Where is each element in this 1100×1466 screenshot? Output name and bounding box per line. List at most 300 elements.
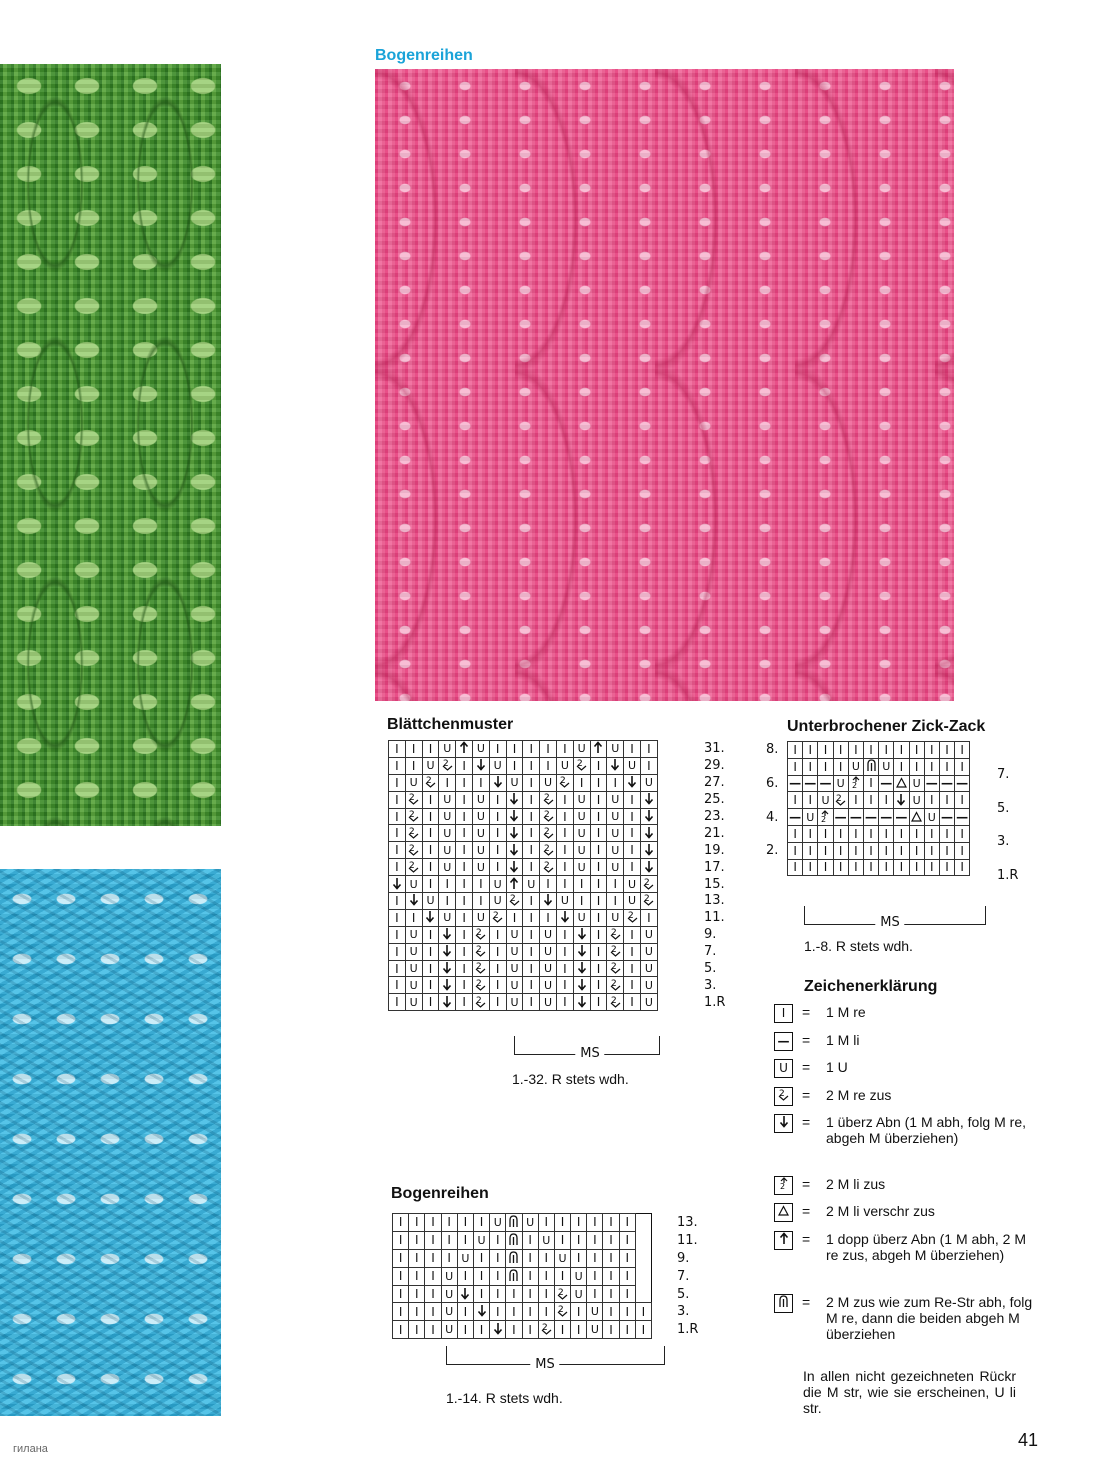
yarn-over-symbol: U: [833, 775, 848, 792]
knit-symbol: I: [409, 1267, 425, 1285]
knit-symbol: I: [894, 859, 909, 876]
central-dec-symbol: [506, 1231, 522, 1249]
yarn-over-symbol: U: [607, 808, 624, 825]
yarn-over-symbol: U: [573, 909, 590, 926]
central-dec-symbol: [506, 1214, 522, 1232]
row-number: 15.: [704, 876, 725, 892]
ssk-icon: [774, 1114, 793, 1133]
svg-text:2: 2: [610, 978, 617, 989]
chart-blaettchenmuster: [388, 740, 658, 1011]
knit-symbol: I: [457, 1214, 473, 1232]
yarn-over-symbol: U: [924, 809, 939, 826]
knit-symbol: I: [425, 1231, 441, 1249]
chart-title-bogenreihen: Bogenreihen: [391, 1185, 489, 1202]
k2tog-symbol: [472, 943, 489, 960]
row-number: 9.: [677, 1250, 690, 1266]
ssk-symbol: [439, 926, 456, 943]
row-number: 1.R: [677, 1322, 699, 1338]
chart-row: [389, 757, 658, 774]
knit-symbol: I: [556, 994, 573, 1011]
ssk-symbol: [506, 825, 523, 842]
knit-symbol: I: [573, 774, 590, 791]
knit-symbol: I: [556, 926, 573, 943]
chart-row: [389, 960, 658, 977]
knit-symbol: I: [556, 741, 573, 758]
knit-symbol: I: [587, 1231, 603, 1249]
knit-symbol: I: [405, 741, 422, 758]
knit-symbol: I: [405, 909, 422, 926]
knit-symbol: I: [587, 1214, 603, 1232]
chart-row: [389, 842, 658, 859]
knit-symbol: I: [489, 960, 506, 977]
knit-symbol: I: [803, 758, 818, 775]
knit-symbol: I: [456, 876, 473, 893]
svg-text:2: 2: [409, 810, 415, 820]
knit-symbol: I: [457, 1231, 473, 1249]
yarn-over-symbol: U: [405, 943, 422, 960]
knit-symbol: I: [425, 1214, 441, 1232]
yarn-over-symbol: U: [538, 1231, 554, 1249]
knit-symbol: I: [955, 742, 970, 759]
knit-symbol: I: [619, 1214, 635, 1232]
yarn-over-symbol: U: [848, 758, 863, 775]
knit-symbol: I: [409, 1321, 425, 1339]
legend-equals: =: [802, 1059, 811, 1075]
yarn-over-symbol: U: [573, 741, 590, 758]
knit-symbol: I: [523, 893, 540, 910]
knit-symbol: I: [554, 1321, 570, 1339]
row-number: 25.: [704, 792, 725, 808]
row-number: 3.: [677, 1304, 690, 1320]
knit-symbol: I: [624, 741, 641, 758]
ssk-symbol: [506, 808, 523, 825]
svg-text:2: 2: [851, 780, 857, 789]
chart-row: [788, 825, 970, 842]
k2tog-symbol: [554, 1285, 570, 1303]
knit-symbol: I: [389, 994, 406, 1011]
knit-symbol: I: [624, 943, 641, 960]
knit-symbol: I: [538, 1267, 554, 1285]
knit-symbol: I: [603, 1321, 619, 1339]
knit-symbol: I: [506, 757, 523, 774]
row-number: 13.: [677, 1214, 698, 1230]
knit-symbol: I: [556, 943, 573, 960]
yarn-over-symbol: U: [422, 757, 439, 774]
svg-text:2: 2: [543, 810, 550, 820]
knit-symbol: I: [523, 943, 540, 960]
knit-symbol: I: [619, 1321, 635, 1339]
ssk-symbol: [472, 757, 489, 774]
purl-icon: —: [774, 1032, 793, 1051]
knit-symbol: I: [523, 741, 540, 758]
yarn-over-symbol: U: [573, 825, 590, 842]
ssk-symbol: [439, 977, 456, 994]
knit-symbol: I: [803, 842, 818, 859]
yarn-over-symbol: U: [607, 842, 624, 859]
yarn-over-symbol: U: [506, 977, 523, 994]
knit-symbol: I: [506, 909, 523, 926]
knit-symbol: I: [955, 825, 970, 842]
knit-symbol: I: [489, 842, 506, 859]
knit-symbol: I: [590, 977, 607, 994]
chart-row: [393, 1231, 652, 1249]
knit-symbol: I: [909, 842, 924, 859]
knit-symbol: I: [422, 842, 439, 859]
knit-symbol: I: [879, 792, 894, 809]
legend-note: In allen nicht gezeichneten Rückr die M str, wie sie erscheinen, U li str.: [803, 1368, 1016, 1416]
yarn-over-symbol: U: [489, 893, 506, 910]
blue-lace-swatch: [0, 869, 221, 1416]
ssk-symbol: [640, 842, 657, 859]
yarn-over-symbol: U: [587, 1303, 603, 1321]
knit-symbol: I: [590, 960, 607, 977]
row-number: 6.: [766, 775, 779, 791]
ssk-symbol: [573, 977, 590, 994]
ssk-symbol: [624, 774, 641, 791]
knit-symbol: I: [490, 1231, 506, 1249]
knit-symbol: I: [818, 742, 833, 759]
knit-symbol: I: [624, 859, 641, 876]
yarn-over-symbol: U: [818, 792, 833, 809]
knit-symbol: I: [439, 774, 456, 791]
svg-text:2: 2: [557, 1305, 564, 1316]
knit-symbol: I: [939, 792, 954, 809]
knit-symbol: I: [619, 1249, 635, 1267]
chart-row: [393, 1267, 652, 1285]
yarn-over-symbol: U: [607, 909, 624, 926]
knit-symbol: I: [554, 1231, 570, 1249]
row-number: 13.: [704, 893, 725, 909]
knit-symbol: I: [422, 808, 439, 825]
knit-symbol: I: [624, 808, 641, 825]
knit-symbol: I: [422, 859, 439, 876]
knit-symbol: I: [457, 1303, 473, 1321]
knit-symbol: I: [554, 1267, 570, 1285]
ssk-symbol: [506, 842, 523, 859]
knit-symbol: I: [587, 1267, 603, 1285]
knit-symbol: I: [389, 926, 406, 943]
svg-text:2: 2: [509, 894, 516, 905]
yarn-over-symbol: U: [472, 741, 489, 758]
knit-symbol: I: [624, 791, 641, 808]
knit-symbol: I: [848, 825, 863, 842]
knit-symbol: I: [590, 842, 607, 859]
ssk-symbol: [640, 825, 657, 842]
legend-text: 2 M li zus: [826, 1176, 886, 1192]
yarn-over-symbol: U: [506, 994, 523, 1011]
knit-symbol: I: [472, 774, 489, 791]
yarn-over-symbol: U: [624, 876, 641, 893]
knit-symbol: I: [473, 1267, 489, 1285]
k2tog-icon: [774, 1087, 793, 1106]
knit-symbol: I: [425, 1267, 441, 1285]
yarn-over-symbol: U: [607, 859, 624, 876]
ssk-symbol: [540, 893, 557, 910]
knit-symbol: I: [540, 757, 557, 774]
knit-symbol: I: [624, 926, 641, 943]
knit-symbol: I: [924, 792, 939, 809]
k2tog-symbol: [405, 825, 422, 842]
central-dec-icon: [774, 1294, 793, 1313]
knit-symbol: I: [489, 808, 506, 825]
p2tog-tbl-symbol: [894, 775, 909, 792]
knit-symbol: I: [590, 926, 607, 943]
yarn-over-symbol: U: [441, 1285, 457, 1303]
row-number: 17.: [704, 859, 725, 875]
svg-text:2: 2: [779, 1089, 785, 1099]
yarn-over-symbol: U: [472, 808, 489, 825]
knit-symbol: I: [389, 960, 406, 977]
yarn-over-symbol: U: [640, 943, 657, 960]
knit-symbol: I: [939, 758, 954, 775]
p2tog-symbol: [848, 775, 863, 792]
k2tog-symbol: [540, 859, 557, 876]
chart-row: [389, 825, 658, 842]
knit-symbol: I: [523, 808, 540, 825]
yarn-over-symbol: U: [405, 876, 422, 893]
yarn-over-symbol: U: [909, 775, 924, 792]
knit-symbol: I: [894, 742, 909, 759]
legend-equals: =: [802, 1114, 811, 1130]
k2tog-symbol: [422, 774, 439, 791]
legend-text: 1 M re: [826, 1004, 866, 1020]
knit-symbol: I: [590, 893, 607, 910]
knit-symbol: I: [456, 926, 473, 943]
yarn-over-symbol: U: [506, 960, 523, 977]
knit-symbol: I: [489, 791, 506, 808]
chart-row: [389, 893, 658, 910]
ssk-symbol: [556, 909, 573, 926]
chart-title-zickzack: Unterbrochener Zick-Zack: [787, 718, 986, 735]
knit-symbol: I: [489, 741, 506, 758]
knit-symbol: I: [924, 842, 939, 859]
ssk-symbol: [640, 808, 657, 825]
k2tog-symbol: [472, 960, 489, 977]
knit-symbol: I: [909, 859, 924, 876]
legend-equals: =: [802, 1294, 811, 1310]
row-number: 8.: [766, 742, 779, 758]
knit-symbol: I: [456, 909, 473, 926]
knit-symbol: I: [818, 842, 833, 859]
knit-symbol: I: [803, 859, 818, 876]
knit-symbol: I: [439, 893, 456, 910]
svg-text:2: 2: [610, 928, 617, 939]
knit-symbol: I: [393, 1267, 409, 1285]
knit-symbol: I: [788, 842, 803, 859]
ssk-symbol: [640, 859, 657, 876]
knit-symbol: I: [522, 1231, 538, 1249]
knit-symbol: I: [818, 758, 833, 775]
knit-symbol: I: [473, 1285, 489, 1303]
svg-text:2: 2: [476, 995, 483, 1006]
purl-symbol: —: [940, 810, 953, 825]
pink-lace-swatch: [375, 69, 954, 701]
knit-symbol: I: [523, 977, 540, 994]
yarn-over-symbol: U: [405, 960, 422, 977]
yarn-over-symbol: U: [489, 757, 506, 774]
knit-symbol: I: [879, 859, 894, 876]
knit-symbol: I: [522, 1249, 538, 1267]
knit-symbol: I: [425, 1303, 441, 1321]
knit-symbol: I: [590, 859, 607, 876]
yarn-over-symbol: U: [573, 808, 590, 825]
knit-symbol: I: [425, 1321, 441, 1339]
svg-text:2: 2: [836, 793, 842, 804]
yarn-over-symbol: U: [624, 757, 641, 774]
ssk-symbol: [573, 926, 590, 943]
chart-zickzack: [787, 741, 970, 876]
knit-symbol: I: [556, 960, 573, 977]
knit-symbol: I: [848, 859, 863, 876]
knit-symbol: I: [607, 774, 624, 791]
yarn-over-symbol: U: [473, 1231, 489, 1249]
knit-symbol: I: [640, 757, 657, 774]
knit-symbol: I: [587, 1249, 603, 1267]
chart-row: [788, 809, 970, 826]
row-number: 11.: [677, 1232, 698, 1248]
double-dec-symbol: [456, 741, 473, 758]
ssk-symbol: [506, 859, 523, 876]
row-number: 7.: [997, 767, 1010, 783]
knit-symbol: I: [441, 1231, 457, 1249]
k2tog-symbol: [540, 825, 557, 842]
knit-symbol: I: [955, 792, 970, 809]
knit-symbol: I: [603, 1285, 619, 1303]
yarn-over-symbol: U: [439, 825, 456, 842]
knit-symbol: I: [456, 842, 473, 859]
row-number: 5.: [997, 800, 1010, 816]
page-heading: Bogenreihen: [375, 47, 473, 64]
knit-symbol: I: [640, 741, 657, 758]
knit-symbol: I: [538, 1249, 554, 1267]
knit-symbol: I: [590, 808, 607, 825]
p2tog-tbl-icon: [774, 1203, 793, 1222]
knit-symbol: I: [556, 791, 573, 808]
knit-symbol: I: [409, 1231, 425, 1249]
knit-symbol: I: [571, 1214, 587, 1232]
knit-symbol: I: [393, 1214, 409, 1232]
purl-symbol: —: [789, 810, 802, 825]
knit-symbol: I: [556, 977, 573, 994]
knit-symbol: I: [389, 774, 406, 791]
yarn-over-symbol: U: [640, 994, 657, 1011]
legend-text: 1 überz Abn (1 M abh, folg M re, abgeh M überziehen): [826, 1114, 1026, 1146]
yarn-over-symbol: U: [472, 909, 489, 926]
knit-symbol: I: [540, 876, 557, 893]
svg-text:2: 2: [821, 814, 827, 823]
chart-row: [389, 741, 658, 758]
knit-symbol: I: [472, 893, 489, 910]
central-dec-symbol: [506, 1249, 522, 1267]
knit-symbol: I: [456, 960, 473, 977]
knit-symbol: I: [894, 758, 909, 775]
knit-symbol: I: [619, 1267, 635, 1285]
p2tog-tbl-symbol: [909, 809, 924, 826]
knit-symbol: I: [803, 742, 818, 759]
knit-symbol: I: [863, 842, 878, 859]
knit-symbol: I: [523, 774, 540, 791]
yarn-over-symbol: U: [522, 1214, 538, 1232]
chart-row: [393, 1249, 652, 1267]
knit-symbol: I: [590, 791, 607, 808]
legend-equals: =: [802, 1231, 811, 1247]
chart-row: [788, 775, 970, 792]
svg-text:2: 2: [543, 793, 550, 804]
knit-symbol: I: [422, 943, 439, 960]
knit-symbol: I: [556, 876, 573, 893]
double-dec-symbol: [590, 741, 607, 758]
yarn-over-symbol: U: [439, 741, 456, 758]
ssk-symbol: [489, 774, 506, 791]
svg-text:2: 2: [557, 1287, 564, 1298]
legend-text: 1 dopp überz Abn (1 M abh, 2 M re zus, abgeh M überziehen): [826, 1231, 1027, 1263]
knit-symbol: I: [924, 742, 939, 759]
knit-symbol: I: [456, 994, 473, 1011]
knit-symbol: I: [422, 994, 439, 1011]
knit-symbol: I: [573, 893, 590, 910]
knit-symbol: I: [489, 977, 506, 994]
yarn-over-symbol: U: [523, 876, 540, 893]
svg-text:2: 2: [476, 945, 483, 956]
knit-symbol: I: [489, 926, 506, 943]
knit-symbol: I: [506, 1285, 522, 1303]
chart-row: [389, 791, 658, 808]
row-number: 5.: [704, 961, 717, 977]
knit-symbol: I: [422, 960, 439, 977]
double-dec-symbol: [506, 876, 523, 893]
row-number: 11.: [704, 910, 725, 926]
knit-symbol: I: [472, 876, 489, 893]
knit-symbol: I: [603, 1231, 619, 1249]
k2tog-symbol: [607, 994, 624, 1011]
legend-title: Zeichenerklärung: [804, 978, 938, 995]
ssk-symbol: [389, 876, 406, 893]
knit-symbol: I: [635, 1303, 651, 1321]
knit-symbol: I: [389, 977, 406, 994]
purl-symbol: —: [880, 776, 893, 791]
knit-symbol: I: [863, 825, 878, 842]
ssk-symbol: [607, 757, 624, 774]
knit-symbol: I: [619, 1285, 635, 1303]
knit-symbol: I: [389, 825, 406, 842]
knit-symbol: I: [422, 741, 439, 758]
knit-symbol: I: [393, 1303, 409, 1321]
legend-equals: =: [802, 1176, 811, 1192]
knit-symbol: I: [473, 1321, 489, 1339]
svg-text:2: 2: [577, 759, 583, 770]
purl-symbol: —: [895, 810, 908, 825]
knit-symbol: I: [523, 825, 540, 842]
knit-symbol: I: [422, 926, 439, 943]
svg-text:2: 2: [409, 826, 415, 837]
legend-text: 1 U: [826, 1059, 848, 1075]
k2tog-symbol: [540, 842, 557, 859]
knit-symbol: I: [473, 1249, 489, 1267]
ssk-symbol: [894, 792, 909, 809]
knit-symbol: I: [788, 758, 803, 775]
knit-symbol: I: [554, 1214, 570, 1232]
knit-symbol: I: [456, 859, 473, 876]
knit-symbol: I: [523, 960, 540, 977]
svg-text:2: 2: [409, 860, 415, 871]
yarn-over-symbol: U: [640, 977, 657, 994]
double-dec-icon: [774, 1231, 793, 1250]
yarn-over-symbol: U: [405, 926, 422, 943]
knit-symbol: I: [393, 1249, 409, 1267]
knit-symbol: I: [489, 859, 506, 876]
yarn-over-symbol: U: [573, 791, 590, 808]
knit-symbol: I: [556, 842, 573, 859]
